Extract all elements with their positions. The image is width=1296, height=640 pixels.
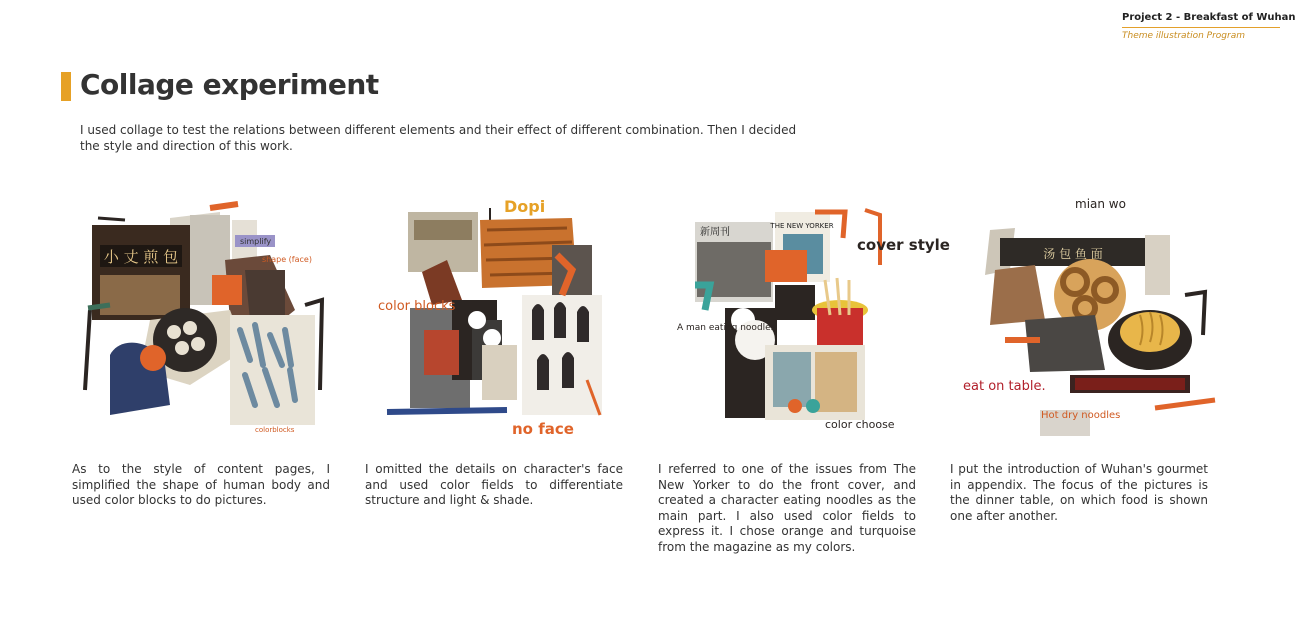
collage-2-art bbox=[372, 190, 642, 440]
project-subtitle: Theme illustration Program bbox=[1122, 31, 1245, 41]
title-accent-bar bbox=[61, 72, 71, 101]
collage-4-art bbox=[955, 190, 1225, 440]
collage-3-art bbox=[665, 190, 950, 440]
chinese-magazine-title: 新周刊 bbox=[700, 227, 730, 238]
collage-4 bbox=[955, 190, 1225, 440]
note-mian-wo: mian wo bbox=[1075, 197, 1126, 211]
caption-3: I referred to one of the issues from The New Yorker to do the front cover, and created a character eating noodles as the main part. I also used color fields to express it. I chose orange and turquoise from the magazine as my colors. bbox=[658, 462, 916, 554]
note-man-eating-noodles: A man eating noodles bbox=[677, 323, 776, 333]
caption-1: As to the style of content pages, I simplified the shape of human body and used color blocks to do pictures. bbox=[72, 462, 330, 508]
project-header bbox=[1122, 12, 1296, 41]
caption-4: I put the introduction of Wuhan's gourmet in appendix. The focus of the pictures is the dinner table, on which food is shown one after another. bbox=[950, 462, 1208, 523]
collage-3 bbox=[665, 190, 950, 440]
note-hot-dry-noodles: Hot dry noodles bbox=[1041, 410, 1121, 421]
note-dopi: Dopi bbox=[504, 197, 546, 216]
note-shape: shape (face) bbox=[262, 255, 312, 264]
note-cover: cover style bbox=[857, 236, 950, 254]
caption-2: I omitted the details on character's face and used color fields to differentiate structure and light & shade. bbox=[365, 462, 623, 508]
shop-sign-text: 小 丈 煎 包 bbox=[103, 248, 179, 266]
note-simplify: simplify bbox=[240, 237, 272, 246]
collage-1 bbox=[70, 190, 340, 440]
magazine-title: THE NEW YORKER bbox=[770, 222, 834, 230]
note-color-choose: color choose bbox=[825, 418, 895, 431]
intro-paragraph: I used collage to test the relations between different elements and their effect of different combination. Then I decided the style and direction of this work. bbox=[80, 123, 797, 153]
note-no-face: no face bbox=[512, 420, 574, 438]
project-title: Project 2 - Breakfast of Wuhan bbox=[1122, 12, 1296, 23]
collage-1-art bbox=[70, 190, 340, 440]
header-divider bbox=[1122, 27, 1280, 28]
restaurant-sign: 汤 包 鱼 面 bbox=[1043, 247, 1103, 261]
note-color-blocks: color blocks bbox=[378, 299, 456, 314]
note-colorblocks: colorblocks bbox=[255, 426, 295, 434]
collage-2 bbox=[372, 190, 642, 440]
note-eat-on-table: eat on table. bbox=[963, 379, 1046, 394]
page-title: Collage experiment bbox=[80, 68, 379, 101]
